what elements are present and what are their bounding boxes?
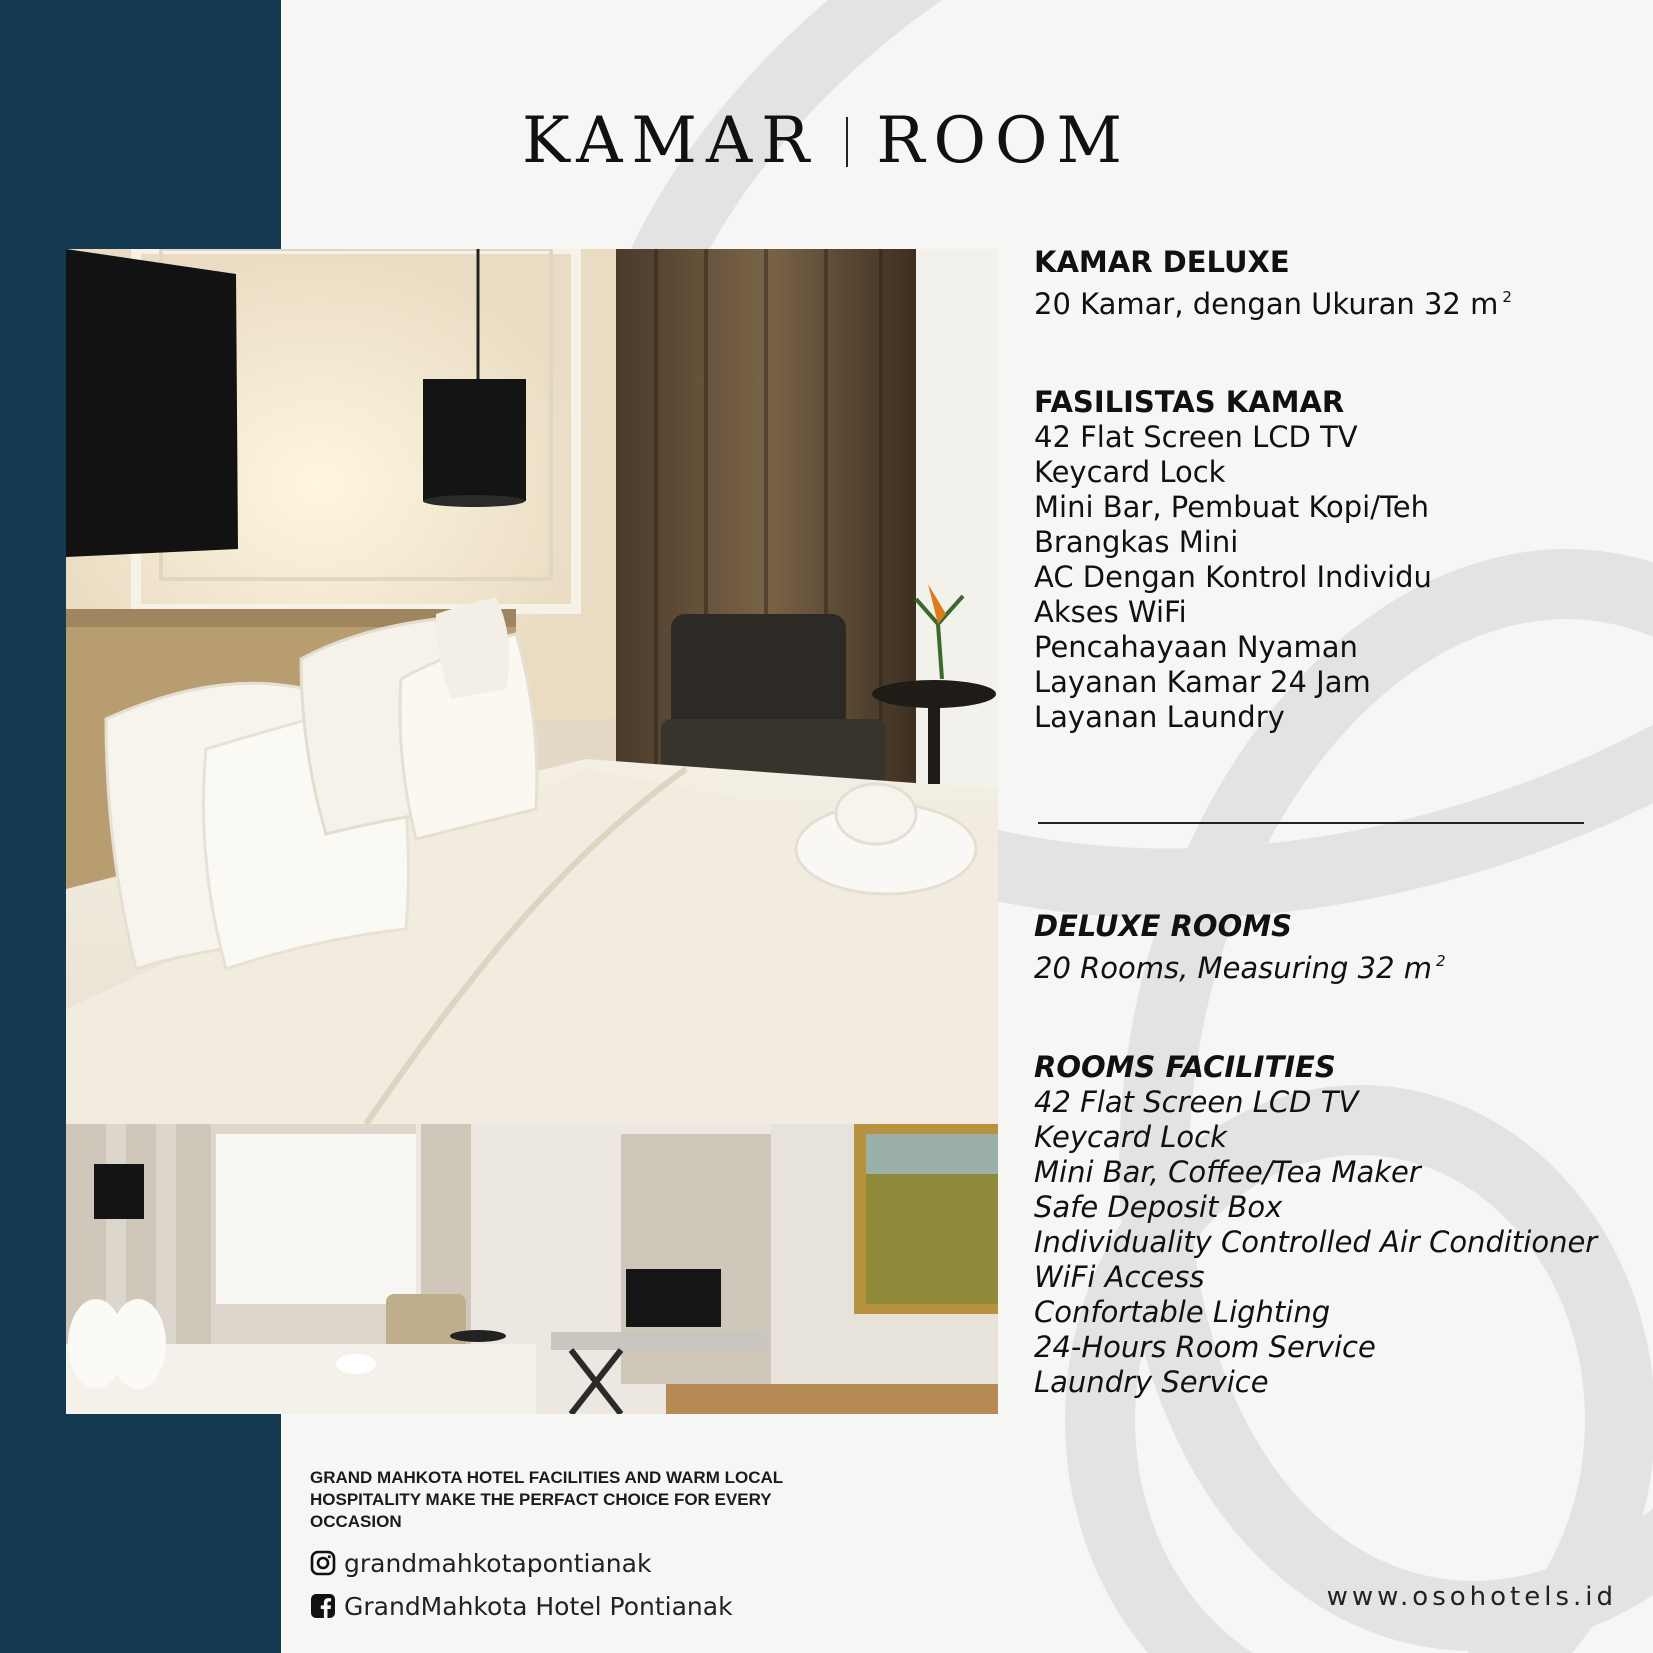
title-separator [846,117,848,167]
facility-item: AC Dengan Kontrol Individu [1034,560,1432,594]
facility-item: Safe Deposit Box [1034,1190,1283,1224]
title-left: KAMAR [521,104,819,178]
facilities-heading-id: FASILISTAS KAMAR [1034,385,1345,419]
unit-superscript: 2 [1436,952,1446,970]
page-title [0,104,1653,178]
facilities-list-en [1034,1050,1634,1400]
facility-item: WiFi Access [1034,1260,1205,1294]
facility-item: Keycard Lock [1034,455,1226,489]
instagram-icon [310,1550,336,1576]
facility-item: Pencahayaan Nyaman [1034,630,1358,664]
facility-item: Brangkas Mini [1034,525,1239,559]
facilities-heading-en: ROOMS FACILITIES [1034,1050,1336,1084]
facility-item: Layanan Laundry [1034,700,1285,734]
facility-item: 24-Hours Room Service [1034,1330,1376,1364]
facility-item: Akses WiFi [1034,595,1187,629]
facilities-list-id [1034,385,1634,735]
room-size-en: 20 Rooms, Measuring 32 m $^2$ [1034,951,1446,985]
room-info-en [1034,909,1634,986]
room-heading-en: DELUXE ROOMS [1034,909,1292,943]
website-url[interactable]: www.osohotels.id [1326,1582,1617,1612]
facility-item: Confortable Lighting [1034,1295,1331,1329]
facility-item: 42 Flat Screen LCD TV [1034,1085,1359,1119]
title-right: ROOM [876,104,1132,178]
room-heading-id: KAMAR DELUXE [1034,245,1290,279]
facility-item: 42 Flat Screen LCD TV [1034,420,1358,454]
room-size-id: 20 Kamar, dengan Ukuran 32 m $^2$ [1034,287,1512,321]
facebook-icon [310,1593,336,1619]
facility-item: Mini Bar, Pembuat Kopi/Teh [1034,490,1430,524]
room-photo-main [66,249,998,1124]
room-info-id [1034,245,1634,322]
section-divider [1038,822,1584,824]
instagram-handle-text: grandmahkotapontianak [344,1548,652,1578]
hotel-tagline: GRAND MAHKOTA HOTEL FACILITIES AND WARM LOCAL HOSPITALITY MAKE THE PERFACT CHOICE FOR EVERY OCCASION [310,1468,783,1531]
unit-superscript: 2 [1502,288,1512,306]
facility-item: Mini Bar, Coffee/Tea Maker [1034,1155,1421,1189]
facility-item: Keycard Lock [1034,1120,1227,1154]
facebook-page[interactable] [310,1590,733,1622]
facility-item: Layanan Kamar 24 Jam [1034,665,1371,699]
instagram-handle[interactable] [310,1547,651,1579]
facility-item: Individuality Controlled Air Conditioner [1034,1225,1598,1259]
facebook-page-text: GrandMahkota Hotel Pontianak [344,1591,733,1621]
room-photo-secondary [66,1124,998,1414]
facility-item: Laundry Service [1034,1365,1269,1399]
